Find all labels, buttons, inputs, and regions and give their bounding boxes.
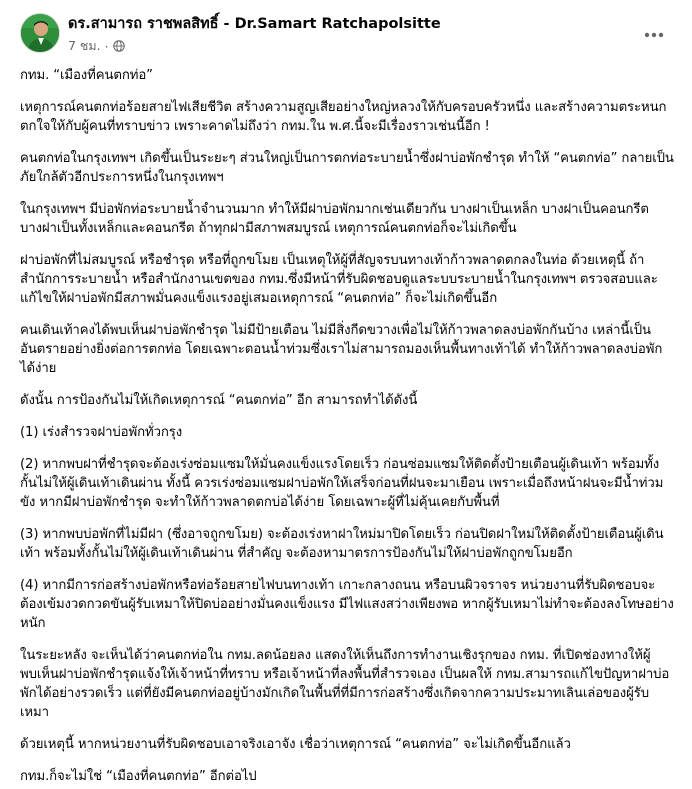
post-paragraph: (4) หากมีการก่อสร้างบ่อพักหรือท่อร้อยสายไฟบนทางเท้า เกาะกลางถนน หรือบนผิวจราจร หน่วยงานที่รับผิดชอบจะต้องเข้มงวดกวดขันผู้รับเหมาให้ปิดบ่ออย่างมั่นคงแข็งแรง มีไฟแสงสว่างเพียงพอ หากผู้รับเหมาไม่ทำจะต้องลงโทษอย่างหนัก: [20, 578, 674, 631]
post-paragraph: (3) หากพบบ่อพักที่ไม่มีฝา (ซึ่งอาจถูกขโมย) จะต้องเร่งหาฝาใหม่มาปิดโดยเร็ว ก่อนปิดฝาใหม่ให้ติดตั้งป้ายเตือนผู้เดินเท้า พร้อมทั้งกั้นไม่ให้ผู้เดินเท้าเดินผ่าน ที่สำคัญ จะต้องหามาตรการป้องกันไม่ให้ฝาบ่อพักถูกขโมยอีก: [20, 527, 664, 561]
post-time[interactable]: 7 ชม.: [68, 38, 101, 53]
avatar-person-icon: [21, 14, 60, 53]
more-options-button[interactable]: [636, 14, 672, 50]
globe-icon: [113, 40, 125, 52]
post-paragraph: ในกรุงเทพฯ มีบ่อพักท่อระบายน้ำจำนวนมาก ทำให้มีฝาบ่อพักมากเช่นเดียวกัน บางฝาเป็นเหล็ก บางฝาเป็นคอนกรีต บางฝาเป็นทั้งเหล็กและคอนกรีต ถ้าทุกฝามีสภาพสมบูรณ์ เหตุการณ์คนตกท่อก็จะไม่เกิดขึ้น: [20, 202, 649, 236]
post-paragraph: กทม. “เมืองที่คนตกท่อ”: [20, 68, 153, 83]
post-paragraph: (2) หากพบฝาที่ชำรุดจะต้องเร่งซ่อมแซมให้มั่นคงแข็งแรงโดยเร็ว ก่อนซ่อมแซมให้ติดตั้งป้ายเตือนผู้เดินเท้า พร้อมทั้งกั้นไม่ให้ผู้เดินเท้าเดินผ่าน ทั้งนี้ ควรเร่งซ่อมแซมฝาบ่อพักให้เสร็จก่อนที่ฝนจะมาเยือน เพราะเมื่อถึงหน้าฝนจะมีน้ำท่วมขัง หากมีฝาบ่อพักชำรุด จะทำให้ก้าวพลาดตกบ่อได้ง่าย โดยเฉพาะผู้ที่ไม่คุ้นเคยกับพื้นที่: [20, 457, 664, 510]
post-paragraph: ดังนั้น การป้องกันไม่ให้เกิดเหตุการณ์ “คนตกท่อ” อีก สามารถทำได้ดังนี้: [20, 393, 418, 408]
post-paragraph: ในระยะหลัง จะเห็นได้ว่าคนตกท่อใน กทม.ลดน้อยลง แสดงให้เห็นถึงการทำงานเชิงรุกของ กทม. ที่เปิดช่องทางให้ผู้พบเห็นฝาบ่อพักชำรุดแจ้งให้เจ้าหน้าที่ทราบ หรือเจ้าหน้าที่ลงพื้นที่สำรวจเอง เป็นผลให้ กทม.สามารถแก้ไขปัญหาฝาบ่อพักได้อย่างรวดเร็ว แต่ที่ยังมีคนตกท่ออยู่บ้างมักเกิดในพื้นที่ที่มีการก่อสร้างซึ่งเกิดจากความประมาทเลินเล่อของผู้รับเหมา: [20, 648, 670, 720]
post-body: [20, 66, 674, 789]
meta-separator: ·: [104, 38, 109, 54]
post-paragraph: กทม.ก็จะไม่ใช่ “เมืองที่คนตกท่อ” อีกต่อไป: [20, 769, 257, 784]
post-paragraph: เหตุการณ์คนตกท่อร้อยสายไฟเสียชีวิต สร้างความสูญเสียอย่างใหญ่หลวงให้กับครอบครัวหนึ่ง และสร้างความตระหนกตกใจให้กับผู้คนที่ทราบข่าว เพราะคาดไม่ถึงว่า กทม.ใน พ.ศ.นี้จะมีเรื่องราวเช่นนี้อีก !: [20, 100, 667, 134]
post-meta: [68, 36, 125, 56]
avatar[interactable]: [20, 13, 60, 53]
more-horizontal-icon: [644, 23, 664, 42]
post-paragraph: คนเดินเท้าคงได้พบเห็นฝาบ่อพักชำรุด ไม่มีป้ายเตือน ไม่มีสิ่งกีดขวางเพื่อไม่ให้ก้าวพลาดลงบ่อพักกันบ้าง เหล่านี้เป็นอันตรายอย่างยิ่งต่อการตกท่อ โดยเฉพาะตอนน้ำท่วมซึ่งเราไม่สามารถมองเห็นพื้นทางเท้าได้ ทำให้ก้าวพลาดลงบ่อพักได้ง่าย: [20, 323, 663, 376]
post-paragraph: ฝาบ่อพักที่ไม่สมบูรณ์ หรือชำรุด หรือที่ถูกขโมย เป็นเหตุให้ผู้ที่สัญจรบนทางเท้าก้าวพลาดตกลงในท่อ ด้วยเหตุนี้ ถ้าสำนักการระบายน้ำ หรือสำนักงานเขตของ กทม.ซึ่งมีหน้าที่รับผิดชอบดูแลระบบระบายน้ำในกรุงเทพฯ ตรวจสอบและแก้ไขให้ฝาบ่อพักมีสภาพมั่นคงแข็งแรงอยู่เสมอเหตุการณ์ “คนตกท่อ” ก็จะไม่เกิดขึ้นอีก: [20, 253, 658, 306]
post-paragraph: ด้วยเหตุนี้ หากหน่วยงานที่รับผิดชอบเอาจริงเอาจัง เชื่อว่าเหตุการณ์ “คนตกท่อ” จะไม่เกิดขึ้นอีกแล้ว: [20, 737, 571, 752]
author-name[interactable]: ดร.สามารถ ราชพลสิทธิ์ - Dr.Samart Ratchapolsitte: [68, 16, 441, 32]
post-paragraph: (1) เร่งสำรวจฝาบ่อพักทั่วกรุง: [20, 425, 183, 440]
post-header: [0, 0, 692, 62]
post-paragraph: คนตกท่อในกรุงเทพฯ เกิดขึ้นเป็นระยะๆ ส่วนใหญ่เป็นการตกท่อระบายน้ำซึ่งฝาบ่อพักชำรุด ทำให้ “คนตกท่อ” กลายเป็นภัยใกล้ตัวอีกประการหนึ่งในกรุงเทพฯ: [20, 151, 674, 185]
